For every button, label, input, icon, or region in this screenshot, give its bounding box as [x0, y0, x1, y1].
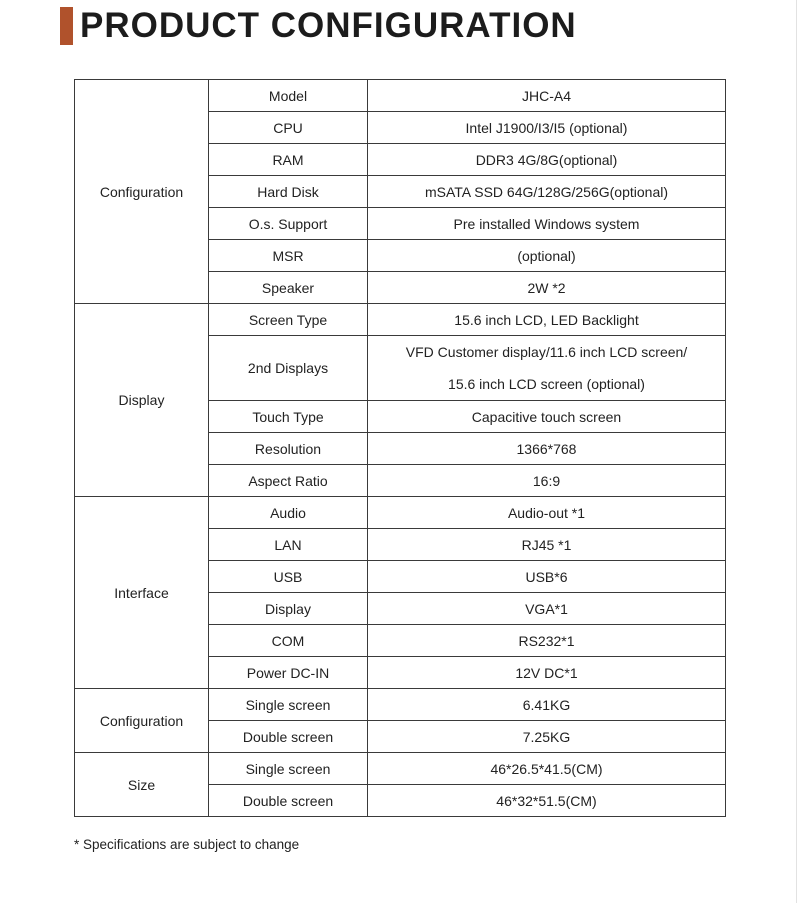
group-label: Display	[75, 304, 209, 497]
spec-label: O.s. Support	[209, 208, 368, 240]
spec-label: Single screen	[209, 753, 368, 785]
spec-value: Capacitive touch screen	[368, 401, 726, 433]
spec-label: COM	[209, 625, 368, 657]
footnote: * Specifications are subject to change	[74, 837, 300, 852]
spec-value: RJ45 *1	[368, 529, 726, 561]
spec-label: MSR	[209, 240, 368, 272]
spec-value-line: 15.6 inch LCD screen (optional)	[448, 376, 645, 392]
spec-label: CPU	[209, 112, 368, 144]
spec-value: USB*6	[368, 561, 726, 593]
spec-value: 2W *2	[368, 272, 726, 304]
spec-label: Double screen	[209, 721, 368, 753]
spec-label: 2nd Displays	[209, 336, 368, 401]
spec-value: 16:9	[368, 465, 726, 497]
spec-value: mSATA SSD 64G/128G/256G(optional)	[368, 176, 726, 208]
spec-value: (optional)	[368, 240, 726, 272]
spec-label: Audio	[209, 497, 368, 529]
spec-value: Audio-out *1	[368, 497, 726, 529]
page-header	[60, 6, 577, 46]
spec-label: Resolution	[209, 433, 368, 465]
spec-value: VGA*1	[368, 593, 726, 625]
spec-value	[368, 336, 726, 401]
spec-label: Single screen	[209, 689, 368, 721]
spec-value-line: VFD Customer display/11.6 inch LCD screen/	[405, 344, 688, 360]
spec-value: RS232*1	[368, 625, 726, 657]
spec-value: DDR3 4G/8G(optional)	[368, 144, 726, 176]
spec-label: Aspect Ratio	[209, 465, 368, 497]
page-right-rule	[796, 0, 797, 903]
group-label: Configuration	[75, 689, 209, 753]
spec-value: 46*32*51.5(CM)	[368, 785, 726, 817]
spec-value: Pre installed Windows system	[368, 208, 726, 240]
table-row	[75, 80, 726, 112]
spec-value: 7.25KG	[368, 721, 726, 753]
spec-label: Model	[209, 80, 368, 112]
spec-value: 12V DC*1	[368, 657, 726, 689]
spec-value: 46*26.5*41.5(CM)	[368, 753, 726, 785]
spec-label: RAM	[209, 144, 368, 176]
spec-label: Power DC-IN	[209, 657, 368, 689]
table-row	[75, 497, 726, 529]
table-row	[75, 689, 726, 721]
spec-label: Screen Type	[209, 304, 368, 336]
spec-label: USB	[209, 561, 368, 593]
title-accent-bar	[60, 7, 73, 45]
page-title: PRODUCT CONFIGURATION	[80, 6, 577, 45]
table-row	[75, 304, 726, 336]
spec-value: 6.41KG	[368, 689, 726, 721]
spec-value: JHC-A4	[368, 80, 726, 112]
spec-label: Double screen	[209, 785, 368, 817]
group-label: Interface	[75, 497, 209, 689]
spec-label: Display	[209, 593, 368, 625]
spec-table	[74, 79, 726, 817]
spec-label: LAN	[209, 529, 368, 561]
spec-value: Intel J1900/I3/I5 (optional)	[368, 112, 726, 144]
spec-label: Speaker	[209, 272, 368, 304]
spec-label: Touch Type	[209, 401, 368, 433]
spec-value: 15.6 inch LCD, LED Backlight	[368, 304, 726, 336]
group-label: Size	[75, 753, 209, 817]
spec-value: 1366*768	[368, 433, 726, 465]
spec-label: Hard Disk	[209, 176, 368, 208]
table-row	[75, 753, 726, 785]
group-label: Configuration	[75, 80, 209, 304]
